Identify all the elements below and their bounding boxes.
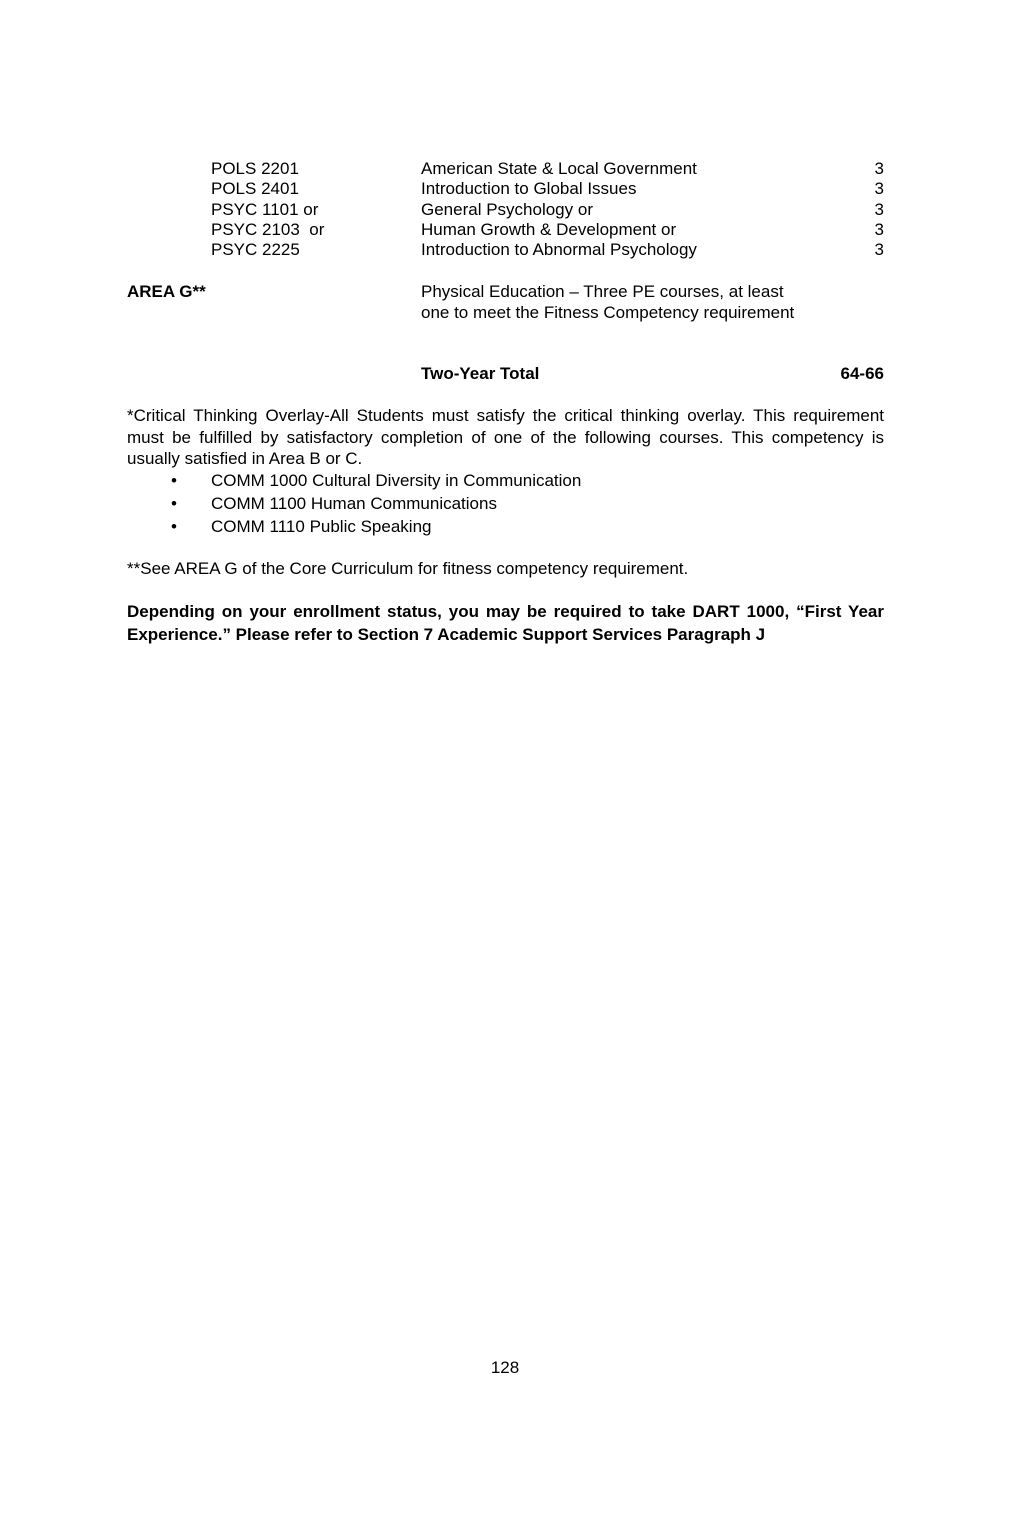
total-label: Two-Year Total — [421, 364, 540, 383]
course-code: PSYC 1101 or — [211, 200, 319, 219]
course-credits: 3 — [874, 179, 884, 198]
dart-notice: Depending on your enrollment status, you may be required to take DART 1000, “First Year Experience.” Please refer to Section 7 Academic Support Services Paragraph J — [127, 602, 884, 644]
area-g-description-line2: one to meet the Fitness Competency requirement — [421, 303, 795, 322]
course-code: POLS 2401 — [211, 179, 299, 198]
bullet-icon: • — [171, 517, 177, 536]
critical-thinking-paragraph: *Critical Thinking Overlay-All Students must satisfy the critical thinking overlay. This requirement must be fulfilled by satisfactory completion of one of the following courses. This competency is usually satisfied in Area B or C. — [127, 406, 884, 468]
list-item — [0, 493, 1010, 515]
area-g-description-line1: Physical Education – Three PE courses, at least — [421, 282, 784, 301]
bullet-icon: • — [171, 471, 177, 490]
list-item — [0, 470, 1010, 492]
area-g-label: AREA G** — [127, 282, 206, 301]
course-title: Human Growth & Development or — [421, 220, 677, 239]
course-title: Introduction to Global Issues — [421, 179, 637, 198]
course-code: PSYC 2225 — [211, 240, 300, 259]
list-item-text: COMM 1000 Cultural Diversity in Communication — [211, 471, 582, 490]
course-title: Introduction to Abnormal Psychology — [421, 240, 697, 259]
course-credits: 3 — [874, 240, 884, 259]
course-credits: 3 — [874, 220, 884, 239]
course-credits: 3 — [874, 200, 884, 219]
course-title: American State & Local Government — [421, 159, 697, 178]
course-title: General Psychology or — [421, 200, 593, 219]
course-code: PSYC 2103 or — [211, 220, 325, 239]
course-credits: 3 — [874, 159, 884, 178]
bullet-icon: • — [171, 494, 177, 513]
page-number: 128 — [490, 1358, 520, 1377]
list-item — [0, 516, 1010, 538]
area-g-footnote: **See AREA G of the Core Curriculum for fitness competency requirement. — [127, 559, 689, 578]
list-item-text: COMM 1110 Public Speaking — [211, 517, 432, 536]
course-code: POLS 2201 — [211, 159, 299, 178]
total-value: 64-66 — [840, 364, 884, 383]
list-item-text: COMM 1100 Human Communications — [211, 494, 497, 513]
